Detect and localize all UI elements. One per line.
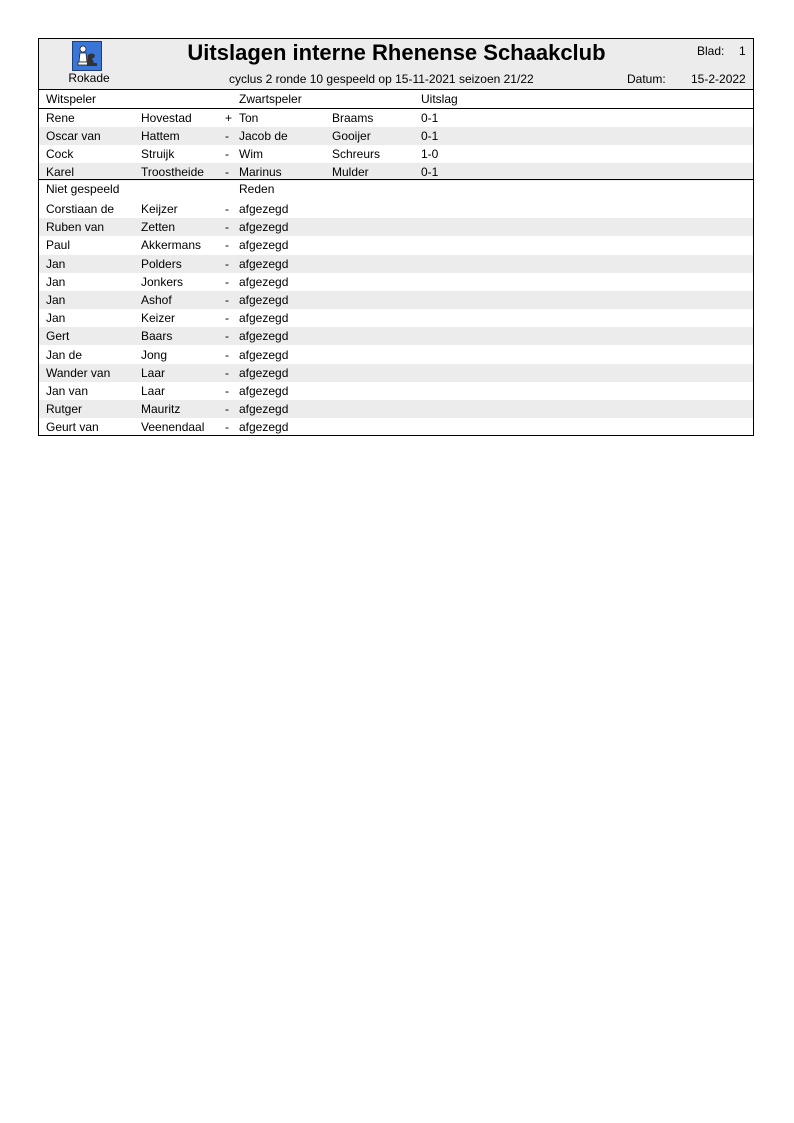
table-row <box>39 346 753 364</box>
white-player-header: Witspeler <box>46 92 97 106</box>
separator: - <box>225 274 229 289</box>
separator: - <box>225 311 229 326</box>
player-first-name: Jan <box>46 311 66 326</box>
result-header: Uitslag <box>421 92 458 106</box>
sheet-number-label: Blad: <box>697 44 725 58</box>
table-row <box>39 255 753 273</box>
date-value: 15-2-2022 <box>691 72 746 86</box>
white-first-name: Oscar van <box>46 129 101 143</box>
table-row <box>39 109 753 127</box>
player-first-name: Jan de <box>46 347 83 362</box>
white-last-name: Hovestad <box>141 111 192 125</box>
white-last-name: Struijk <box>141 147 175 161</box>
player-last-name: Jonkers <box>141 274 184 289</box>
black-last-name: Mulder <box>332 165 369 179</box>
separator: - <box>225 347 229 362</box>
player-first-name: Corstiaan de <box>46 202 115 216</box>
separator: - <box>225 329 229 344</box>
absence-reason: afgezegd <box>239 384 289 398</box>
black-first-name: Marinus <box>239 165 282 179</box>
separator: - <box>225 420 229 435</box>
player-last-name: Keijzer <box>141 202 178 216</box>
absence-reason: afgezegd <box>239 347 289 362</box>
player-first-name: Jan <box>46 274 66 289</box>
table-row <box>39 218 753 236</box>
results-sheet <box>38 38 754 436</box>
player-last-name: Zetten <box>141 220 176 235</box>
game-result: 0-1 <box>421 111 439 125</box>
black-first-name: Jacob de <box>239 129 288 143</box>
results-column-headers <box>39 90 753 109</box>
table-row <box>39 200 753 218</box>
date-label: Datum: <box>627 72 666 86</box>
player-last-name: Veenendaal <box>141 420 205 435</box>
absence-reason: afgezegd <box>239 311 289 326</box>
separator: - <box>225 256 229 271</box>
black-last-name: Gooijer <box>332 129 371 143</box>
table-row <box>39 400 753 418</box>
absence-reason: afgezegd <box>239 256 289 271</box>
player-first-name: Jan <box>46 293 66 307</box>
sheet-number-value: 1 <box>739 44 746 58</box>
player-last-name: Ashof <box>141 293 172 307</box>
game-result: 1-0 <box>421 147 439 161</box>
reason-header: Reden <box>239 182 275 196</box>
player-last-name: Laar <box>141 365 166 380</box>
separator: - <box>225 402 229 417</box>
page-title: Uitslagen interne Rhenense Schaakclub <box>187 40 606 65</box>
white-first-name: Rene <box>46 111 75 125</box>
absence-reason: afgezegd <box>239 365 289 380</box>
player-last-name: Baars <box>141 329 173 344</box>
absence-reason: afgezegd <box>239 420 289 435</box>
absence-reason: afgezegd <box>239 238 289 253</box>
absent-column-headers <box>39 180 753 198</box>
player-first-name: Rutger <box>46 402 83 417</box>
player-first-name: Ruben van <box>46 220 105 235</box>
round-info: cyclus 2 ronde 10 gespeeld op 15-11-2021 seizoen 21/22 <box>229 72 534 86</box>
player-last-name: Jong <box>141 347 168 362</box>
black-last-name: Schreurs <box>332 147 381 161</box>
game-result: 0-1 <box>421 165 439 179</box>
player-last-name: Mauritz <box>141 402 181 417</box>
separator: - <box>225 238 229 253</box>
club-name: Rokade <box>68 71 110 85</box>
table-row <box>39 309 753 327</box>
absence-reason: afgezegd <box>239 202 289 216</box>
table-row <box>39 418 753 436</box>
separator: - <box>225 384 229 398</box>
player-first-name: Paul <box>46 238 71 253</box>
chess-pieces-icon <box>72 41 102 71</box>
absence-reason: afgezegd <box>239 293 289 307</box>
player-first-name: Wander van <box>46 365 111 380</box>
separator: - <box>225 129 229 143</box>
player-last-name: Polders <box>141 256 182 271</box>
separator: + <box>225 111 233 125</box>
absence-reason: afgezegd <box>239 220 289 235</box>
table-row <box>39 145 753 163</box>
white-last-name: Hattem <box>141 129 180 143</box>
black-player-header: Zwartspeler <box>239 92 302 106</box>
player-first-name: Jan van <box>46 384 89 398</box>
game-result: 0-1 <box>421 129 439 143</box>
not-played-header: Niet gespeeld <box>46 182 120 196</box>
player-last-name: Keizer <box>141 311 176 326</box>
table-row <box>39 291 753 309</box>
separator: - <box>225 365 229 380</box>
separator: - <box>225 220 229 235</box>
player-first-name: Gert <box>46 329 70 344</box>
separator: - <box>225 165 229 179</box>
table-row <box>39 127 753 145</box>
player-first-name: Geurt van <box>46 420 99 435</box>
black-first-name: Wim <box>239 147 263 161</box>
table-row <box>39 273 753 291</box>
table-row <box>39 364 753 382</box>
separator: - <box>225 202 229 216</box>
separator: - <box>225 293 229 307</box>
sheet-header <box>39 39 753 90</box>
absence-reason: afgezegd <box>239 402 289 417</box>
white-last-name: Troostheide <box>141 165 204 179</box>
player-last-name: Akkermans <box>141 238 202 253</box>
table-row <box>39 327 753 345</box>
player-first-name: Jan <box>46 256 66 271</box>
black-first-name: Ton <box>239 111 259 125</box>
player-last-name: Laar <box>141 384 166 398</box>
absence-reason: afgezegd <box>239 329 289 344</box>
absence-reason: afgezegd <box>239 274 289 289</box>
table-row <box>39 236 753 254</box>
white-first-name: Cock <box>46 147 74 161</box>
white-first-name: Karel <box>46 165 75 179</box>
table-row <box>39 382 753 400</box>
separator: - <box>225 147 229 161</box>
black-last-name: Braams <box>332 111 374 125</box>
